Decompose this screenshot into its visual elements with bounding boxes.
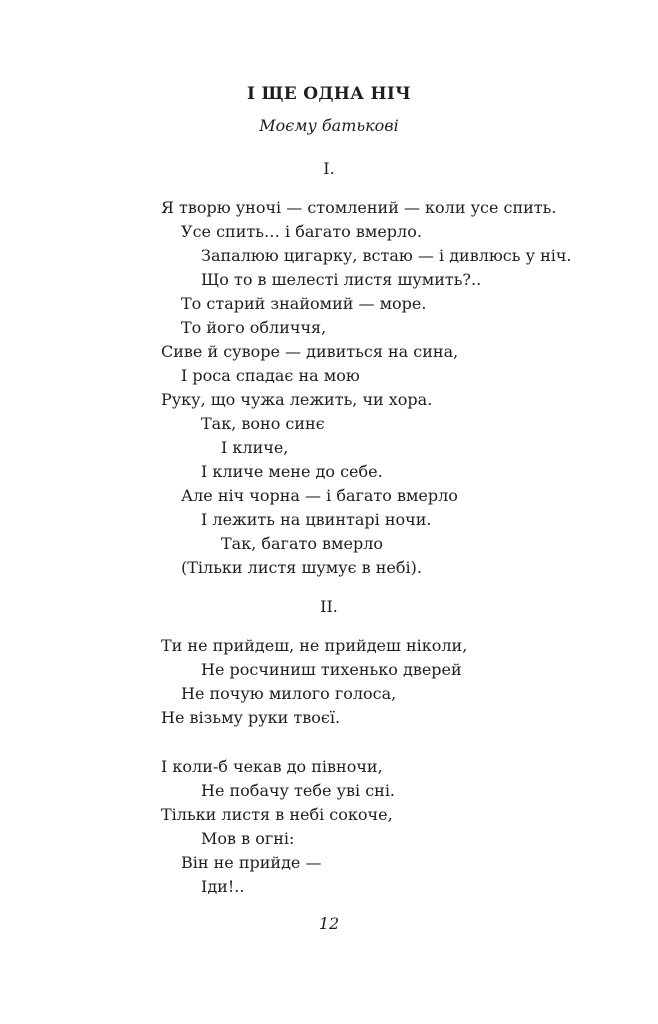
poem-line: Так, багато вмерло <box>221 534 384 553</box>
poem-line: То старий знайомий — море. <box>181 294 427 313</box>
poem-line: Не росчиниш тихенько дверей <box>201 660 462 679</box>
poem-line: Що то в шелесті листя шумить?.. <box>201 270 482 289</box>
poem-line: Він не прийде — <box>181 853 322 872</box>
poem-line: Руку, що чужа лежить, чи хора. <box>161 390 433 409</box>
poem-line: То його обличчя, <box>181 318 327 337</box>
section-number-1: I. <box>323 159 335 178</box>
poem-line: І роса спадає на мою <box>181 366 360 385</box>
poem-line: Не побачу тебе уві сні. <box>201 781 396 800</box>
poem-line: Запалюю цигарку, встаю — і дивлюсь у ніч. <box>201 246 572 265</box>
poem-line: І коли-б чекав до півночи, <box>161 757 383 776</box>
poem-line: Сиве й суворе — дивиться на сина, <box>161 342 459 361</box>
poem-line: Не візьму руки твоєї. <box>161 708 341 727</box>
poem-line: Мов в огні: <box>201 829 295 848</box>
poem-dedication: Моєму батькові <box>259 116 399 135</box>
poem-line: Я творю уночі — стомлений — коли усе спить. <box>161 198 557 217</box>
poem-line: І кличе, <box>221 438 289 457</box>
poem-line: Ти не прийдеш, не прийдеш ніколи, <box>161 636 468 655</box>
poem-line: Не почую милого голоса, <box>181 684 397 703</box>
section-number-2: II. <box>320 597 338 616</box>
poem-line: Усе спить… і багато вмерло. <box>181 222 422 241</box>
poem-line: І кличе мене до себе. <box>201 462 383 481</box>
poem-title: І ЩЕ ОДНА НІЧ <box>247 84 411 104</box>
poem-line: І лежить на цвинтарі ночи. <box>201 510 432 529</box>
poem-line: Так, воно синє <box>201 414 325 433</box>
poem-line: Тільки листя в небі сокоче, <box>161 805 393 824</box>
page-number: 12 <box>318 914 340 933</box>
poem-line: (Тільки листя шумує в небі). <box>181 558 422 577</box>
poem-line: Іди!.. <box>201 877 245 896</box>
poem-line: Але ніч чорна — і багато вмерло <box>181 486 458 505</box>
